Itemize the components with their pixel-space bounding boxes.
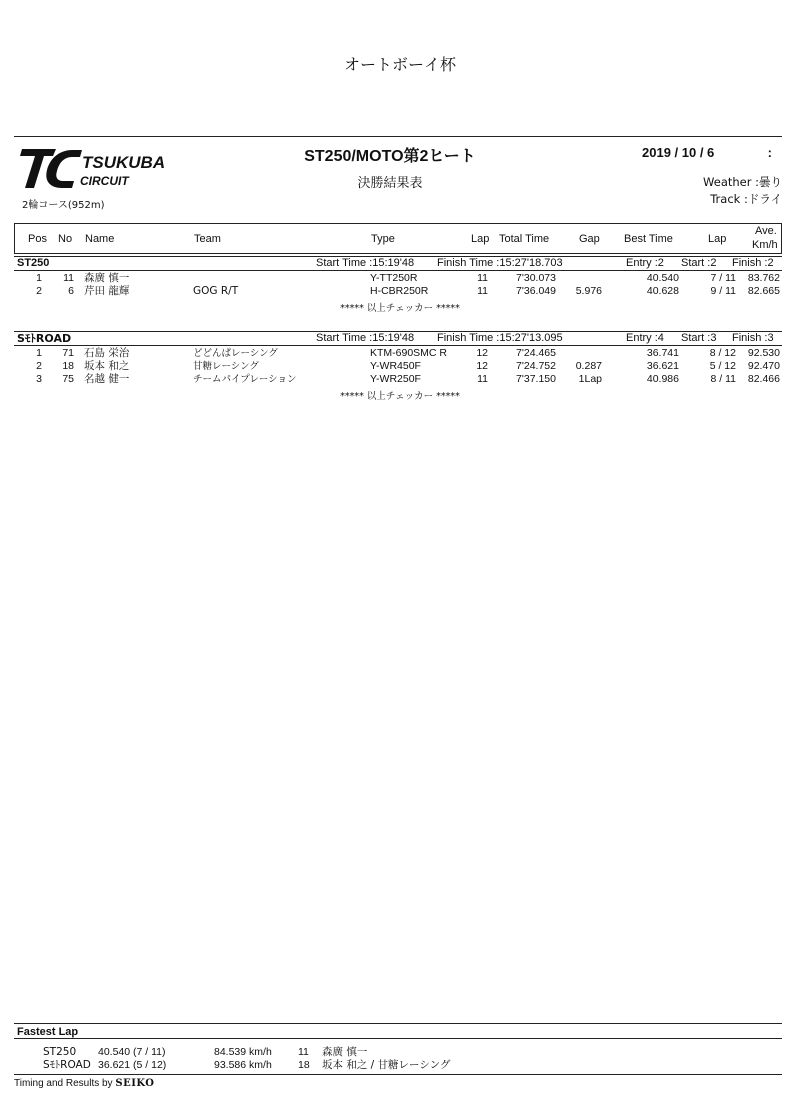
fl-class: SﾓﾄROAD <box>43 1059 91 1071</box>
laps: 11 <box>477 285 488 297</box>
best-lap: 8 / 12 <box>709 347 736 359</box>
fl-car-no: 18 <box>298 1059 310 1071</box>
course-label: 2輪コース(952m) <box>22 200 105 211</box>
table-row <box>14 348 782 359</box>
total-time: 7'37.150 <box>516 373 556 385</box>
col-type: Type <box>371 233 395 245</box>
car-no: 71 <box>62 347 74 359</box>
machine-type: Y-TT250R <box>370 272 418 284</box>
fastest-lap-row <box>14 1046 782 1058</box>
race-date <box>642 145 772 160</box>
car-no: 6 <box>68 285 74 297</box>
start-time: Start Time :15:19'48 <box>316 257 415 269</box>
machine-type: Y-WR250F <box>370 373 421 385</box>
col-team: Team <box>194 233 221 245</box>
avg-speed: 92.530 <box>747 347 780 359</box>
best-time: 40.540 <box>646 272 679 284</box>
fl-speed: 84.539 km/h <box>214 1046 272 1058</box>
fl-class: ST250 <box>43 1046 77 1058</box>
start-time: Start Time :15:19'48 <box>316 332 415 344</box>
team: GOG R/T <box>193 285 239 297</box>
start-count: Start :2 <box>681 257 717 269</box>
machine-type: H-CBR250R <box>370 285 429 297</box>
machine-type: KTM-690SMC R <box>370 347 448 359</box>
fl-speed: 93.586 km/h <box>214 1059 272 1071</box>
result-subtitle: 決勝結果表 <box>357 176 423 191</box>
best-time: 36.621 <box>646 360 679 372</box>
gap: 5.976 <box>575 285 602 297</box>
fastest-lap-row <box>14 1059 782 1071</box>
finish-time: Finish Time :15:27'18.703 <box>437 257 563 269</box>
finish-count: Finish :2 <box>732 257 774 269</box>
entry-count: Entry :4 <box>626 332 664 344</box>
total-time: 7'24.465 <box>516 347 556 359</box>
rider-name: 坂本 和之 <box>84 360 130 372</box>
car-no: 75 <box>62 373 74 385</box>
avg-speed: 82.466 <box>747 373 780 385</box>
col-total-time: Total Time <box>499 233 550 245</box>
seiko-logo: SEIKO <box>115 1078 155 1089</box>
class-name: ST250 <box>17 257 50 269</box>
pos: 2 <box>36 360 42 372</box>
entry-count: Entry :2 <box>626 257 664 269</box>
footer-credit <box>14 1078 155 1089</box>
header-divider <box>14 136 782 137</box>
col-gap: Gap <box>579 233 600 245</box>
col-best-lap: Lap <box>708 233 727 245</box>
fastest-lap-header <box>14 1023 782 1039</box>
gap: 1Lap <box>578 373 602 385</box>
weather-label: Weather :曇り <box>703 175 782 189</box>
best-time: 40.986 <box>646 373 679 385</box>
best-time: 36.741 <box>646 347 679 359</box>
class-header-smotoroad <box>14 331 782 346</box>
rider-name: 石島 栄治 <box>84 347 130 359</box>
svg-text:CIRCUIT: CIRCUIT <box>80 174 129 188</box>
fl-time: 40.540 (7 / 11) <box>98 1046 166 1058</box>
class-name: SﾓﾄROAD <box>17 332 72 345</box>
car-no: 11 <box>63 272 74 284</box>
fl-car-no: 11 <box>298 1046 309 1058</box>
checker-note: ***** 以上チェッカー ***** <box>340 303 460 314</box>
table-row <box>14 361 782 372</box>
rider-name: 森廣 慎一 <box>84 272 130 284</box>
table-row <box>14 374 782 385</box>
col-best-time: Best Time <box>624 233 673 245</box>
svg-text:TSUKUBA: TSUKUBA <box>82 153 166 172</box>
date-value: 2019 / 10 / 6 <box>642 145 715 160</box>
pos: 1 <box>36 347 42 359</box>
race-title: ST250/MOTO第2ヒート <box>304 148 476 165</box>
rider-name: 名越 健一 <box>84 373 130 385</box>
col-ave: Ave. <box>755 225 777 237</box>
col-kmh: Km/h <box>752 239 778 251</box>
avg-speed: 83.762 <box>747 272 780 284</box>
column-header <box>14 223 782 254</box>
fl-rider: 坂本 和之 / 甘糖レーシング <box>322 1059 451 1071</box>
best-time: 40.628 <box>646 285 679 297</box>
track-label: Track :ドライ <box>710 192 782 206</box>
best-lap: 9 / 11 <box>710 285 736 297</box>
car-no: 18 <box>62 360 74 372</box>
footer-divider <box>14 1074 782 1075</box>
pos: 2 <box>36 285 42 297</box>
table-row <box>14 286 782 297</box>
laps: 11 <box>477 272 488 284</box>
pos: 1 <box>36 272 42 284</box>
cup-title: オートボーイ杯 <box>343 55 456 74</box>
start-count: Start :3 <box>681 332 717 344</box>
machine-type: Y-WR450F <box>370 360 421 372</box>
col-lap: Lap <box>471 233 490 245</box>
team: 甘糖レーシング <box>193 361 259 372</box>
fl-time: 36.621 (5 / 12) <box>98 1059 167 1071</box>
fastest-lap-heading: Fastest Lap <box>17 1026 79 1038</box>
footer-prefix: Timing and Results by <box>14 1078 113 1089</box>
laps: 12 <box>476 360 488 372</box>
col-name: Name <box>85 233 115 245</box>
finish-time: Finish Time :15:27'13.095 <box>437 332 563 344</box>
best-lap: 5 / 12 <box>709 360 736 372</box>
finish-count: Finish :3 <box>732 332 774 344</box>
best-lap: 7 / 11 <box>710 272 736 284</box>
table-row <box>14 273 782 284</box>
team: どどんぱレーシング <box>193 348 278 359</box>
date-suffix: : <box>767 145 772 160</box>
avg-speed: 92.470 <box>747 360 780 372</box>
total-time: 7'36.049 <box>516 285 556 297</box>
total-time: 7'30.073 <box>516 272 556 284</box>
laps: 12 <box>476 347 488 359</box>
avg-speed: 82.665 <box>747 285 780 297</box>
col-no: No <box>58 233 73 245</box>
team: チームパイプレーション <box>193 374 297 385</box>
class-header-st250 <box>14 256 782 271</box>
fl-rider: 森廣 慎一 <box>322 1046 368 1058</box>
checker-note: ***** 以上チェッカー ***** <box>340 391 460 402</box>
rider-name: 芹田 龍輝 <box>84 285 130 297</box>
pos: 3 <box>36 373 42 385</box>
best-lap: 8 / 11 <box>710 373 736 385</box>
col-pos: Pos <box>28 233 47 245</box>
total-time: 7'24.752 <box>516 360 556 372</box>
laps: 11 <box>477 373 488 385</box>
gap: 0.287 <box>575 360 602 372</box>
